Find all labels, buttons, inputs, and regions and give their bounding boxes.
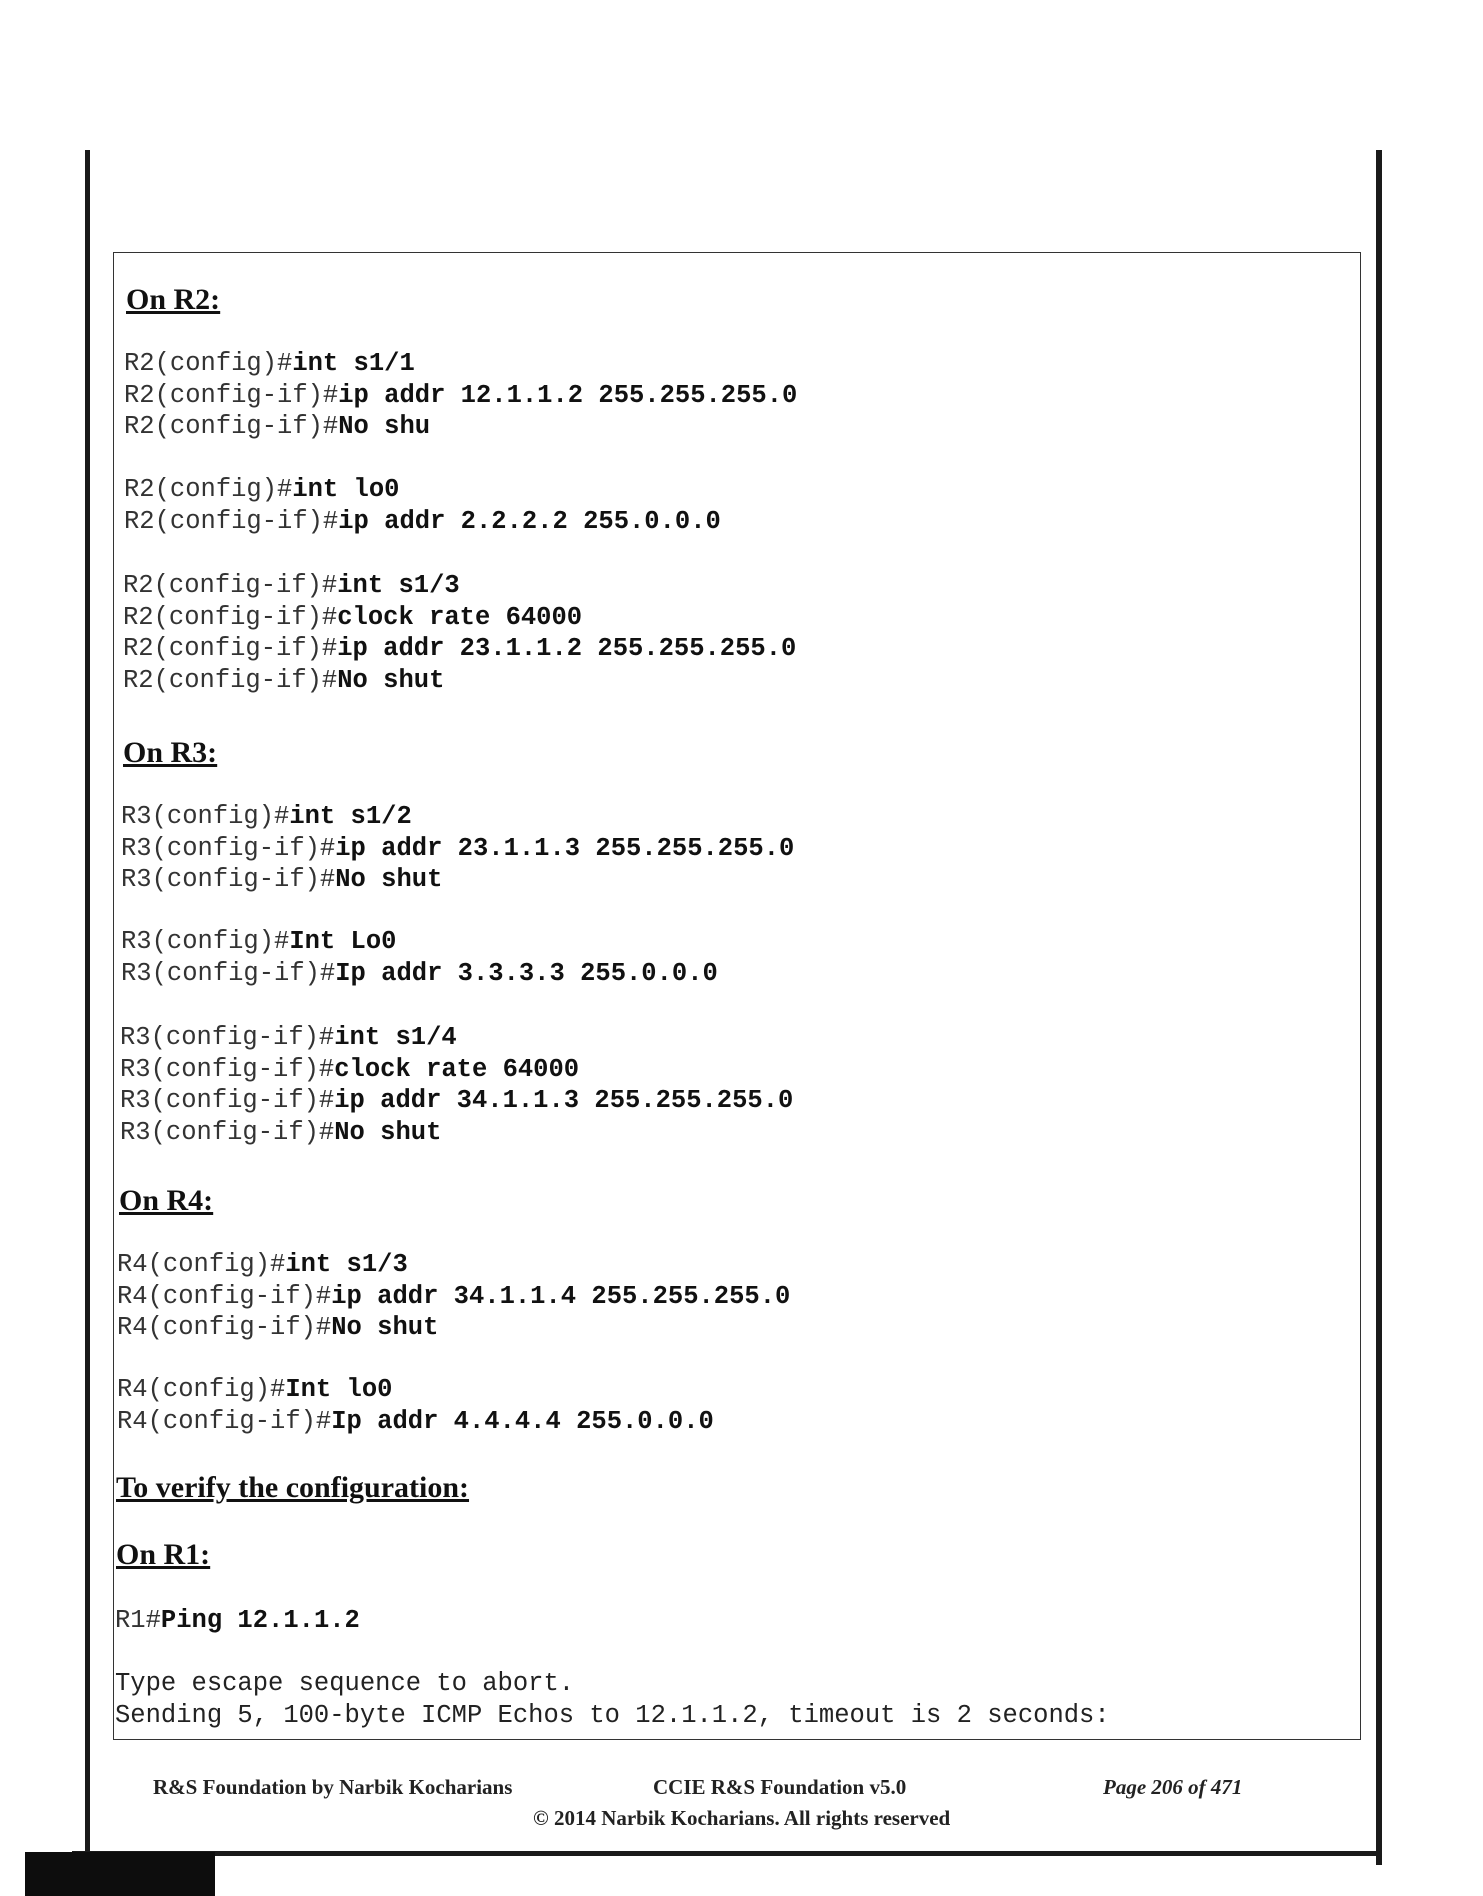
- code-line: R2(config-if)#int s1/3: [123, 571, 460, 600]
- r2-group-3: [123, 570, 796, 696]
- footer-copyright: © 2014 Narbik Kocharians. All rights reserved: [533, 1806, 951, 1830]
- code-line: R4(config)#Int lo0: [117, 1375, 393, 1404]
- page-right-rule: [1376, 150, 1382, 1865]
- r3-group-1: [121, 801, 794, 896]
- code-line: R2(config-if)#ip addr 23.1.1.2 255.255.255.0: [123, 634, 797, 663]
- code-line: R3(config-if)#int s1/4: [120, 1023, 457, 1052]
- footer-course: CCIE R&S Foundation v5.0: [653, 1775, 907, 1799]
- ping-output: [115, 1668, 1110, 1731]
- code-line: R4(config-if)#No shut: [117, 1313, 439, 1342]
- r3-group-3: [120, 1022, 793, 1148]
- code-line: R2(config-if)#ip addr 12.1.1.2 255.255.255.0: [124, 380, 798, 410]
- code-line: R3(config-if)#ip addr 23.1.1.3 255.255.255.0: [121, 833, 795, 863]
- section-r1: [116, 1537, 210, 1573]
- code-line: R2(config)#int s1/1: [124, 349, 415, 378]
- code-line: R4(config-if)#Ip addr 4.4.4.4 255.0.0.0: [117, 1406, 714, 1436]
- code-line: R3(config)#Int Lo0: [121, 927, 397, 956]
- code-line: R2(config-if)#clock rate 64000: [123, 602, 583, 632]
- r3-group-2: [121, 926, 718, 989]
- code-line: R2(config)#int lo0: [124, 475, 400, 504]
- output-line: Sending 5, 100-byte ICMP Echos to 12.1.1.2, timeout is 2 seconds:: [115, 1700, 1110, 1730]
- code-line: R4(config)#int s1/3: [117, 1250, 408, 1279]
- section-r3: [123, 735, 217, 771]
- code-line: R4(config-if)#ip addr 34.1.1.4 255.255.255.0: [117, 1281, 791, 1311]
- r2-group-2: [124, 474, 721, 537]
- footer-page-number: Page 206 of 471: [1103, 1775, 1243, 1799]
- code-line: R3(config-if)#clock rate 64000: [120, 1054, 580, 1084]
- section-heading-r3: On R3:: [123, 736, 218, 769]
- verify-heading: To verify the configuration:: [116, 1471, 470, 1504]
- code-line: R3(config-if)#No shut: [120, 1117, 442, 1147]
- r2-group-1: [124, 348, 797, 443]
- r4-group-2: [117, 1374, 714, 1437]
- code-line: R3(config-if)#ip addr 34.1.1.3 255.255.255.0: [120, 1086, 794, 1115]
- code-line: R3(config)#int s1/2: [121, 802, 412, 831]
- output-line: Type escape sequence to abort.: [115, 1669, 575, 1698]
- section-r4: [119, 1183, 213, 1219]
- page-bottom-rule: [72, 1851, 1380, 1856]
- verify-section: [116, 1470, 469, 1506]
- code-line: R3(config-if)#No shut: [121, 865, 443, 894]
- scan-black-mark: [25, 1852, 215, 1896]
- code-line: R1#Ping 12.1.1.2: [115, 1606, 360, 1635]
- code-line: R3(config-if)#Ip addr 3.3.3.3 255.0.0.0: [121, 958, 718, 988]
- code-line: R2(config-if)#No shu: [124, 412, 431, 441]
- section-heading-r2: On R2:: [126, 283, 221, 316]
- ping-command: [115, 1605, 360, 1637]
- code-line: R2(config-if)#ip addr 2.2.2.2 255.0.0.0: [124, 506, 721, 536]
- section-heading-r1: On R1:: [116, 1538, 211, 1571]
- page-left-rule: [85, 150, 90, 1855]
- section-heading-r4: On R4:: [119, 1184, 214, 1217]
- footer-author: R&S Foundation by Narbik Kocharians: [153, 1775, 513, 1799]
- code-line: R2(config-if)#No shut: [123, 665, 445, 695]
- section-r2: [126, 282, 220, 318]
- r4-group-1: [117, 1249, 790, 1344]
